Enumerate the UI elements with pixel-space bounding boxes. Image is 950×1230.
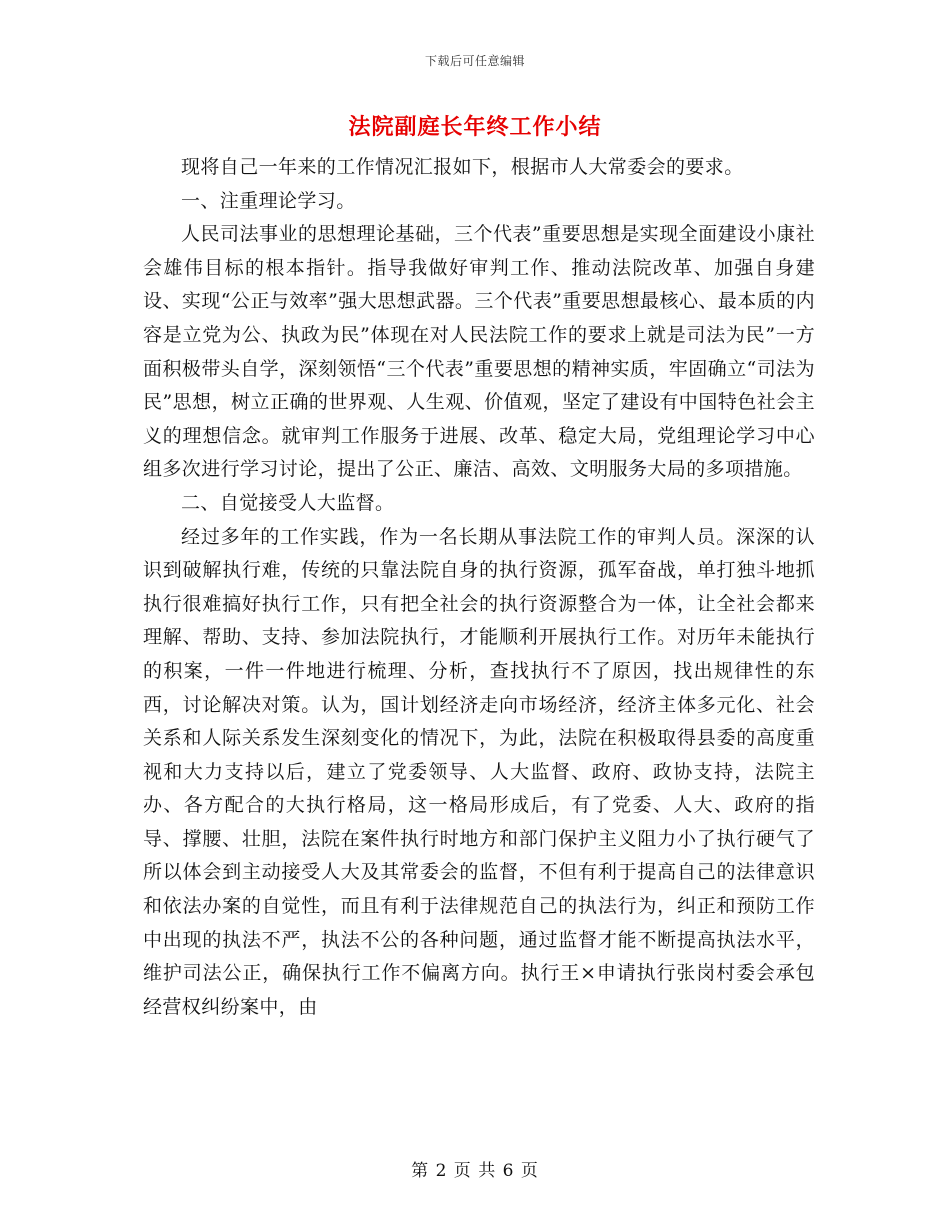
- section-heading-1: 一、注重理论学习。: [181, 189, 356, 212]
- paragraph-section-2: 经过多年的工作实践，作为一名长期从事法院工作的审判人员。深深的认识到破解执行难，传统的只靠法院自身的执行资源，孤军奋战，单打独斗地抓执行很难搞好执行工作，只有把全社会的执行资源整合为一体，让全社会都来理解、帮助、支持、参加法院执行，才能顺利开展执行工作。对历年未能执行的积案，一件一件地进行梳理、分析，查找执行不了原因，找出规律性的东西，讨论解决对策。认为，国计划经济走向市场经济，经济主体多元化、社会关系和人际关系发生深刻变化的情况下，为此，法院在积极取得县委的高度重视和大力支持以后，建立了党委领导、人大监督、政府、政协支持，法院主办、各方配合的大执行格局，这一格局形成后，有了党委、人大、政府的指导、撑腰、壮胆，法院在案件执行时地方和部门保护主义阻力小了执行硬气了所以体会到主动接受人大及其常委会的监督，不但有利于提高自己的法律意识和依法办案的自觉性，而且有利于法律规范自己的执法行为，纠正和预防工作中出现的执法不严，执法不公的各种问题，通过监督才能不断提高执法水平，维护司法公正，确保执行工作不偏离方向。执行王×申请执行张岗村委会承包经营权纠纷案中，由: [143, 525, 815, 1018]
- header-note: 下载后可任意编辑: [424, 54, 525, 68]
- paragraph-section-1: 人民司法事业的思想理论基础，三个代表”重要思想是实现全面建设小康社会雄伟目标的根本指针。指导我做好审判工作、推动法院改革、加强自身建设、实现“公正与效率”强大思想武器。三个代表”重要思想最核心、最本质的内容是立党为公、执政为民”体现在对人民法院工作的要求上就是司法为民”一方面积极带头自学，深刻领悟“三个代表”重要思想的精神实质，牢固确立“司法为民”思想，树立正确的世界观、人生观、价值观，坚定了建设有中国特色社会主义的理想信念。就审判工作服务于进展、改革、稳定大局，党组理论学习中心组多次进行学习讨论，提出了公正、廉洁、高效、文明服务大局的多项措施。: [143, 223, 815, 481]
- document-body: [143, 151, 815, 1024]
- document-title: 法院副庭长年终工作小结: [348, 114, 602, 140]
- paragraph-intro: 现将自己一年来的工作情况汇报如下，根据市人大常委会的要求。: [181, 156, 744, 178]
- section-heading-2: 二、自觉接受人大监督。: [181, 491, 395, 514]
- page-number: 第 2 页 共 6 页: [411, 1161, 539, 1181]
